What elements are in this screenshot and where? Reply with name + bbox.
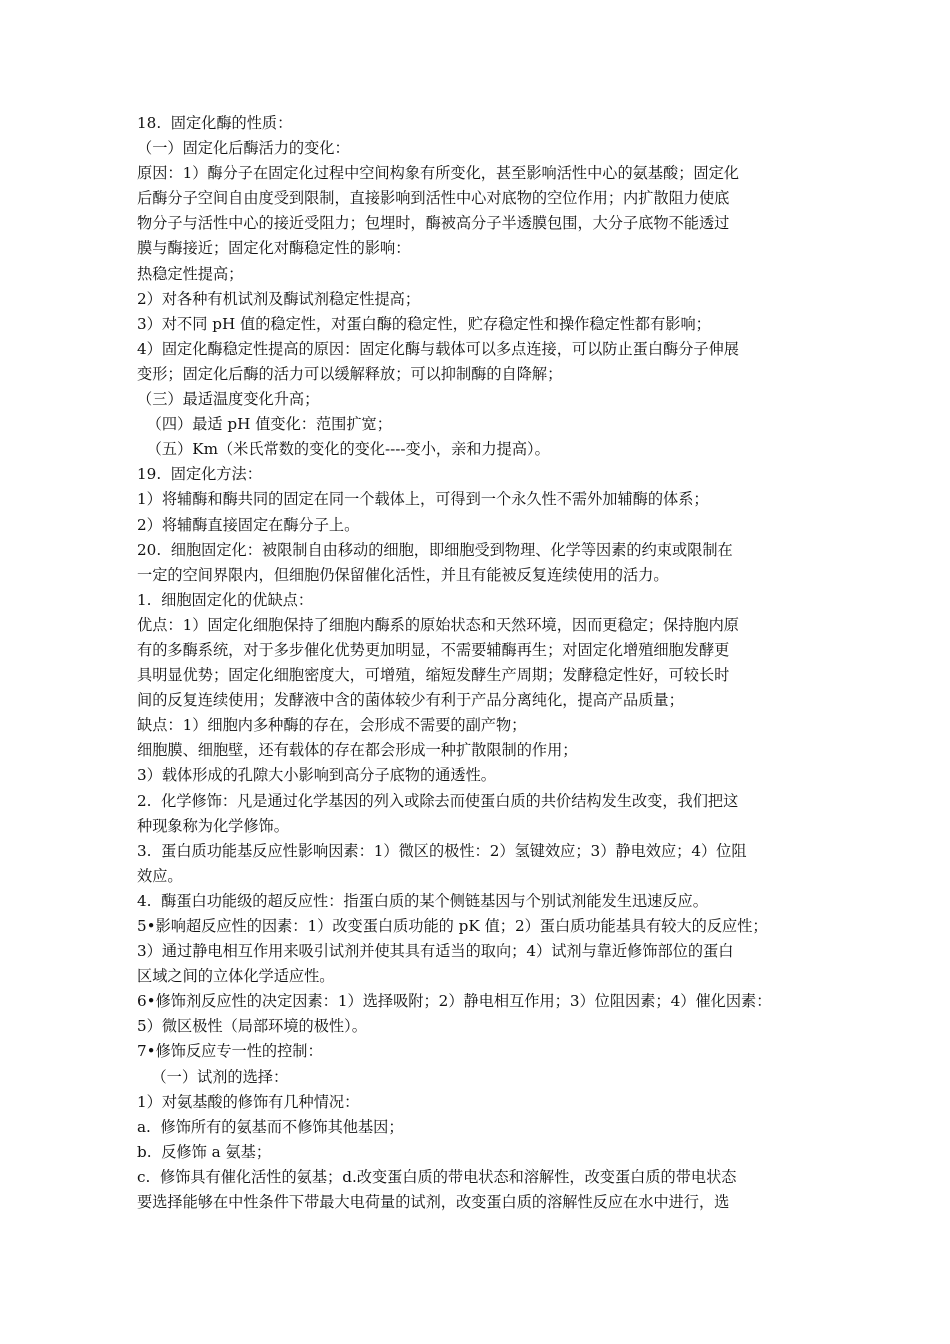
text-line: 4. 酶蛋白功能级的超反应性：指蛋白质的某个侧链基因与个别试剂能发生迅速反应。 xyxy=(137,891,708,910)
text-line: 3. 蛋白质功能基反应性影响因素：1）微区的极性：2）氢键效应；3）静电效应；4）位阻 xyxy=(137,841,747,860)
document-body xyxy=(137,111,817,1215)
text-line: 膜与酶接近；固定化对酶稳定性的影响： xyxy=(137,239,411,258)
text-line: （一）固定化后酶活力的变化： xyxy=(137,139,350,158)
text-line: 细胞膜、细胞壁，还有载体的存在都会形成一种扩散限制的作用； xyxy=(137,741,578,760)
text-line: 变形；固定化后酶的活力可以缓解释放；可以抑制酶的自降解； xyxy=(137,364,563,383)
text-line: 5•影响超反应性的因素：1）改变蛋白质功能的 pK 值；2）蛋白质功能基具有较大的反应性； xyxy=(137,917,768,935)
text-line: 热稳定性提高； xyxy=(137,264,244,283)
text-line: 3）载体形成的孔隙大小影响到高分子底物的通透性。 xyxy=(137,766,496,785)
text-line: 3）对不同 pH 值的稳定性，对蛋白酶的稳定性，贮存稳定性和操作稳定性都有影响； xyxy=(137,314,711,333)
text-line: （一）试剂的选择： xyxy=(137,1067,289,1086)
text-line: 原因：1）酶分子在固定化过程中空间构象有所变化，甚至影响活性中心的氨基酸；固定化 xyxy=(137,164,739,183)
text-line: 2）将辅酶直接固定在酶分子上。 xyxy=(137,515,360,534)
text-line: 缺点：1）细胞内多种酶的存在，会形成不需要的副产物； xyxy=(137,716,527,735)
text-line: 18. 固定化酶的性质： xyxy=(137,114,293,132)
text-line: 2）对各种有机试剂及酶试剂稳定性提高； xyxy=(137,289,421,308)
text-line: 1）将辅酶和酶共同的固定在同一个载体上，可得到一个永久性不需外加辅酶的体系； xyxy=(137,490,709,509)
text-line: （四）最适 pH 值变化：范围扩宽； xyxy=(137,415,392,434)
text-line: 种现象称为化学修饰。 xyxy=(137,816,289,835)
text-line: 5）微区极性（局部环境的极性）。 xyxy=(137,1017,367,1036)
text-line: 3）通过静电相互作用来吸引试剂并使其具有适当的取向；4）试剂与靠近修饰部位的蛋白 xyxy=(137,942,734,961)
text-line: 2. 化学修饰：凡是通过化学基因的列入或除去而使蛋白质的共价结构发生改变，我们把这 xyxy=(137,791,739,810)
text-line: 具明显优势；固定化细胞密度大，可增殖，缩短发酵生产周期；发酵稳定性好，可较长时 xyxy=(137,666,730,685)
text-line: 20. 细胞固定化：被限制自由移动的细胞，即细胞受到物理、化学等因素的约束或限制在 xyxy=(137,540,733,559)
text-line: 效应。 xyxy=(137,866,183,885)
text-line: 优点：1）固定化细胞保持了细胞内酶系的原始状态和天然环境，因而更稳定；保持胞内原 xyxy=(137,615,739,634)
text-line: a. 修饰所有的氨基而不修饰其他基因； xyxy=(137,1117,404,1136)
text-line: 间的反复连续使用；发酵液中含的菌体较少有利于产品分离纯化，提高产品质量； xyxy=(137,691,684,710)
text-line: 一定的空间界限内，但细胞仍保留催化活性，并且有能被反复连续使用的活力。 xyxy=(137,565,669,584)
text-line: 1. 细胞固定化的优缺点： xyxy=(137,590,314,609)
text-line: 7•修饰反应专一性的控制： xyxy=(137,1042,323,1061)
text-line: 要选择能够在中性条件下带最大电荷量的试剂，改变蛋白质的溶解性反应在水中进行，选 xyxy=(137,1193,730,1212)
text-line: 物分子与活性中心的接近受阻力；包埋时，酶被高分子半透膜包围，大分子底物不能透过 xyxy=(137,214,730,233)
text-line: 4）固定化酶稳定性提高的原因：固定化酶与载体可以多点连接，可以防止蛋白酶分子伸展 xyxy=(137,339,739,358)
text-line: 1）对氨基酸的修饰有几种情况： xyxy=(137,1092,360,1111)
text-line: （五）Km（米氏常数的变化的变化----变小，亲和力提高）。 xyxy=(137,440,550,459)
text-line: 有的多酶系统，对于多步催化优势更加明显，不需要辅酶再生；对固定化增殖细胞发酵更 xyxy=(137,640,730,659)
text-line: （三）最适温度变化升高； xyxy=(137,390,320,409)
text-line: c. 修饰具有催化活性的氨基；d.改变蛋白质的带电状态和溶解性，改变蛋白质的带电状态 xyxy=(137,1167,737,1186)
text-line: 区域之间的立体化学适应性。 xyxy=(137,967,335,986)
text-line: 后酶分子空间自由度受到限制，直接影响到活性中心对底物的空位作用；内扩散阻力使底 xyxy=(137,189,730,208)
text-line: b. 反修饰 a 氨基； xyxy=(137,1142,272,1161)
text-line: 6•修饰剂反应性的决定因素：1）选择吸附；2）静电相互作用；3）位阻因素；4）催化因素： xyxy=(137,992,772,1011)
text-line: 19. 固定化方法： xyxy=(137,465,262,484)
